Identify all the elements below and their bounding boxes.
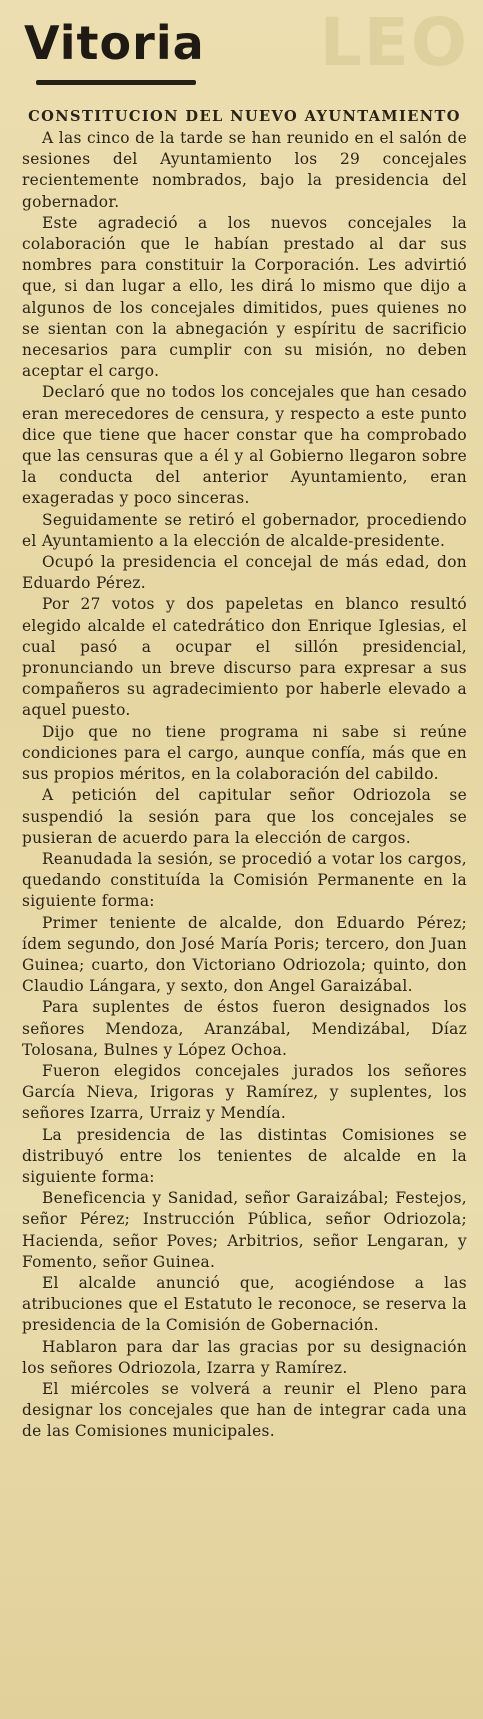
masthead-rule [36,80,196,85]
paragraph: Por 27 votos y dos papeletas en blanco resultó elegido alcalde el catedrático don Enrique Iglesias, el cual pasó a ocupar el sillón presidencial, pronunciando un breve discurso para expresar a sus compañeros su agradecimiento por haberle elevado a aquel puesto. [22,595,467,720]
bleed-through-text: LEO [319,4,469,81]
paragraph: Primer teniente de alcalde, don Eduardo Pérez; ídem segundo, don José María Poris; tercero, don Juan Guinea; cuarto, don Victoriano Odriozola; quinto, don Claudio Lángara, y sexto, don Angel Garaizábal. [22,913,467,996]
article-body [22,128,467,1443]
paragraph: El miércoles se volverá a reunir el Pleno para designar los concejales que han de integrar cada una de las Comisiones municipales. [22,1379,467,1441]
paragraph: Dijo que no tiene programa ni sabe si reúne condiciones para el cargo, aunque confía, más que en sus propios méritos, en la colaboración del cabildo. [22,722,467,784]
paragraph: Para suplentes de éstos fueron designados los señores Mendoza, Aranzábal, Mendizábal, Díaz Tolosana, Bulnes y López Ochoa. [22,998,467,1059]
paragraph: Seguidamente se retiró el gobernador, procediendo el Ayuntamiento a la elección de alcalde-presidente. [22,510,467,550]
paragraph: El alcalde anunció que, acogiéndose a las atribuciones que el Estatuto le reconoce, se reserva la presidencia de la Comisión de Gobernación. [22,1273,467,1335]
paragraph: Hablaron para dar las gracias por su designación los señores Odriozola, Izarra y Ramírez. [22,1337,467,1377]
paragraph: Reanudada la sesión, se procedió a votar los cargos, quedando constituída la Comisión Permanente en la siguiente forma: [22,849,467,911]
paragraph: A petición del capitular señor Odriozola se suspendió la sesión para que los concejales se pusieran de acuerdo para la elección de cargos. [22,786,467,847]
article-headline: CONSTITUCION DEL NUEVO AYUNTAMIENTO [28,108,461,125]
paragraph: La presidencia de las distintas Comisiones se distribuyó entre los tenientes de alcalde en la siguiente forma: [22,1125,467,1186]
paragraph: Fueron elegidos concejales jurados los señores García Nieva, Irigoras y Ramírez, y suplentes, los señores Izarra, Urraiz y Mendía. [22,1061,467,1123]
paragraph: Este agradeció a los nuevos concejales la colaboración que le habían prestado al dar sus nombres para constituir la Corporación. Les advirtió que, si dan lugar a ello, les dirá lo mismo que dijo a algunos de los concejales dimitidos, pues quienes no se sientan con la abnegación y espíritu de sacrificio necesarios para cumplir con su misión, no deben aceptar el cargo. [22,213,467,381]
paragraph: Declaró que no todos los concejales que han cesado eran merecedores de censura, y respecto a este punto dice que tiene que hacer constar que ha comprobado que las censuras que a él y al Gobierno llegaron sobre la conducta del anterior Ayuntamiento, eran exageradas y poco sinceras. [22,383,467,508]
paragraph: Beneficencia y Sanidad, señor Garaizábal; Festejos, señor Pérez; Instrucción Pública, señor Odriozola; Hacienda, señor Poves; Arbitrios, señor Lengaran, y Fomento, señor Guinea. [22,1189,467,1271]
masthead-title: Vitoria [24,16,205,70]
paragraph: Ocupó la presidencia el concejal de más edad, don Eduardo Pérez. [22,553,467,593]
paragraph: A las cinco de la tarde se han reunido en el salón de sesiones del Ayuntamiento los 29 concejales recientemente nombrados, bajo la presidencia del gobernador. [22,129,467,211]
